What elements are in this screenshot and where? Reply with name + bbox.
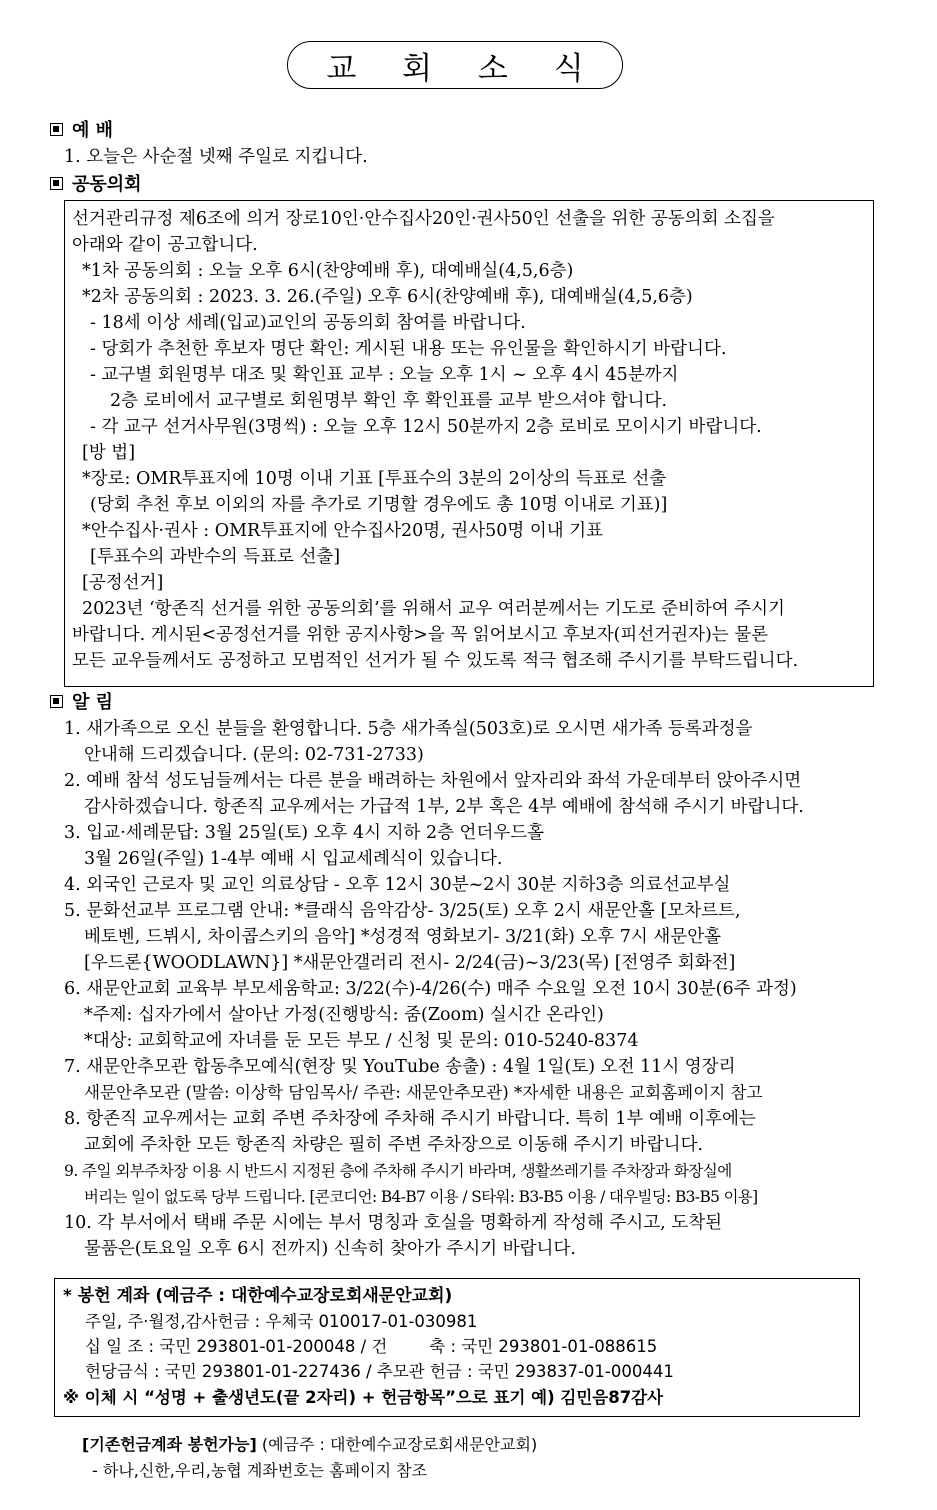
notice-line: 2. 예배 참석 성도님들께서는 다른 분을 배려하는 차원에서 앞자리와 좌석 가운데부터 앉아주시면 [64,771,802,791]
assembly-line: 모든 교우들께서도 공정하고 모범적인 선거가 될 수 있도록 적극 협조해 주시기를 부탁드립니다. [72,651,799,671]
notice-line: 안내해 드리겠습니다. (문의: 02-731-2733) [84,745,424,765]
assembly-line: - 당회가 추천한 후보자 명단 확인: 게시된 내용 또는 유인물을 확인하시기 바랍니다. [90,339,727,359]
assembly-line: [공정선거] [82,573,164,593]
assembly-line: (당회 추천 후보 이외의 자를 추가로 기명할 경우에도 총 10명 이내로 기표)] [90,495,668,515]
assembly-line: 선거관리규정 제6조에 의거 장로10인·안수집사20인·권사50인 선출을 위한 공동의회 소집을 [72,209,775,229]
notice-line: 9. 주일 외부주차장 이용 시 반드시 지정된 층에 주차해 주시기 바라며, 생활쓰레기를 주차장과 화장실에 [64,1162,732,1180]
assembly-line: *1차 공동의회 : 오늘 오후 6시(찬양예배 후), 대예배실(4,5,6층) [82,261,574,281]
section-heading-worship: 예 배 [50,116,113,142]
assembly-line: [방 법] [82,443,136,463]
notice-line: 6. 새문안교회 교육부 부모세움학교: 3/22(수)-4/26(수) 매주 수요일 오전 10시 30분(6주 과정) [64,979,797,999]
offering-heading: * 봉헌 계좌 (예금주 : 대한예수교장로회새문안교회) [63,1286,453,1306]
square-bullet-icon [50,695,63,708]
notice-line: 감사하겠습니다. 항존직 교우께서는 가급적 1부, 2부 혹은 4부 예배에 참석해 주시기 바랍니다. [84,797,804,817]
square-bullet-icon [50,177,63,190]
assembly-line: - 18세 이상 세례(입교)교인의 공동의회 참여를 바랍니다. [90,313,526,333]
notice-line: 5. 문화선교부 프로그램 안내: *클래식 음악감상- 3/25(토) 오후 2시 새문안홀 [모차르트, [64,901,741,921]
notice-line: 물품은(토요일 오후 6시 전까지) 신속히 찾아가 주시기 바랍니다. [84,1239,576,1259]
section-heading-notices: 알 림 [50,688,113,714]
legacy-account-banks: - 하나,신한,우리,농협 계좌번호는 홈페이지 참조 [92,1461,428,1480]
page-title: 교 회 소 식 [326,50,602,87]
assembly-line: 2층 로비에서 교구별로 회원명부 확인 후 확인표를 교부 받으셔야 합니다. [110,391,668,411]
notice-line: 10. 각 부서에서 택배 주문 시에는 부서 명칭과 호실을 명확하게 작성해 주시고, 도착된 [64,1213,723,1233]
assembly-line: 2023년 ‘항존직 선거를 위한 공동의회’를 위해서 교우 여러분께서는 기도로 준비하여 주시기 [82,599,785,619]
notice-line: *주제: 십자가에서 살아난 가정(진행방식: 줌(Zoom) 실시간 온라인) [84,1005,604,1025]
notice-line: 8. 항존직 교우께서는 교회 주변 주차장에 주차해 주시기 바랍니다. 특히 1부 예배 이후에는 [64,1109,756,1129]
assembly-line: *2차 공동의회 : 2023. 3. 26.(주일) 오후 6시(찬양예배 후), 대예배실(4,5,6층) [82,287,693,307]
offering-transfer-note: ※ 이체 시 “성명 + 출생년도(끝 2자리) + 헌금항목”으로 표기 예) 김민음87감사 [63,1388,664,1407]
offering-account-line: 주일, 주·월정,감사헌금 : 우체국 010017-01-030981 [85,1312,478,1331]
square-bullet-icon [50,123,63,136]
notice-line: 3월 26일(주일) 1-4부 예배 시 입교세례식이 있습니다. [84,849,503,869]
notice-line: [우드론{WOODLAWN}] *새문안갤러리 전시- 2/24(금)~3/23(목) [전영주 회화전] [84,953,736,973]
assembly-line: - 각 교구 선거사무원(3명씩) : 오늘 오후 12시 50분까지 2층 로비로 모이시기 바랍니다. [90,417,762,437]
notice-line: 4. 외국인 근로자 및 교인 의료상담 - 오후 12시 30분~2시 30분 지하3층 의료선교부실 [64,875,731,895]
notice-line: 새문안추모관 (말씀: 이상학 담임목사/ 주관: 새문안추모관) *자세한 내용은 교회홈페이지 참고 [84,1083,763,1102]
assembly-line: [투표수의 과반수의 득표로 선출] [90,547,341,567]
legacy-account-label: [기존헌금계좌 봉헌가능] [82,1435,257,1454]
section-heading-assembly: 공동의회 [50,170,142,196]
assembly-line: - 교구별 회원명부 대조 및 확인표 교부 : 오늘 오후 1시 ~ 오후 4시 45분까지 [90,365,679,385]
assembly-notice-box [64,200,874,687]
offering-account-line: 십 일 조 : 국민 293801-01-200048 / 건 축 : 국민 293801-01-088615 [85,1337,658,1356]
assembly-line: *안수집사·권사 : OMR투표지에 안수집사20명, 권사50명 이내 기표 [82,521,604,541]
notice-line: 버리는 일이 없도록 당부 드립니다. [콘코디언: B4-B7 이용 / S타워: B3-B5 이용 / 대우빌딩: B3-B5 이용] [84,1188,758,1206]
notice-line: *대상: 교회학교에 자녀를 둔 모든 부모 / 신청 및 문의: 010-5240-8374 [84,1031,639,1051]
notice-line: 7. 새문안추모관 합동추모예식(현장 및 YouTube 송출) : 4월 1일(토) 오전 11시 영장리 [64,1057,736,1077]
notice-line: 베토벤, 드뷔시, 차이콥스키의 음악] *성경적 영화보기- 3/21(화) 오후 7시 새문안홀 [84,927,722,947]
notice-line: 교회에 주차한 모든 항존직 차량은 필히 주변 주차장으로 이동해 주시기 바랍니다. [84,1135,704,1155]
offering-accounts-box [54,1278,860,1417]
legacy-account-notice [82,1432,537,1458]
worship-line: 1. 오늘은 사순절 넷째 주일로 지킵니다. [64,147,368,167]
legacy-account-holder: (예금주 : 대한예수교장로회새문안교회) [261,1435,538,1454]
offering-account-line: 헌당금식 : 국민 293801-01-227436 / 추모관 헌금 : 국민 293837-01-000441 [85,1362,674,1381]
assembly-line: *장로: OMR투표지에 10명 이내 기표 [투표수의 3분의 2이상의 득표로 선출 [82,469,667,489]
page-title-pill [287,41,623,89]
assembly-line: 아래와 같이 공고합니다. [72,235,258,255]
notice-line: 3. 입교·세례문답: 3월 25일(토) 오후 4시 지하 2층 언더우드홀 [64,823,545,843]
notice-line: 1. 새가족으로 오신 분들을 환영합니다. 5층 새가족실(503호)로 오시면 새가족 등록과정을 [64,719,753,739]
assembly-line: 바랍니다. 게시된<공정선거를 위한 공지사항>을 꼭 읽어보시고 후보자(피선거권자)는 물론 [72,625,769,645]
